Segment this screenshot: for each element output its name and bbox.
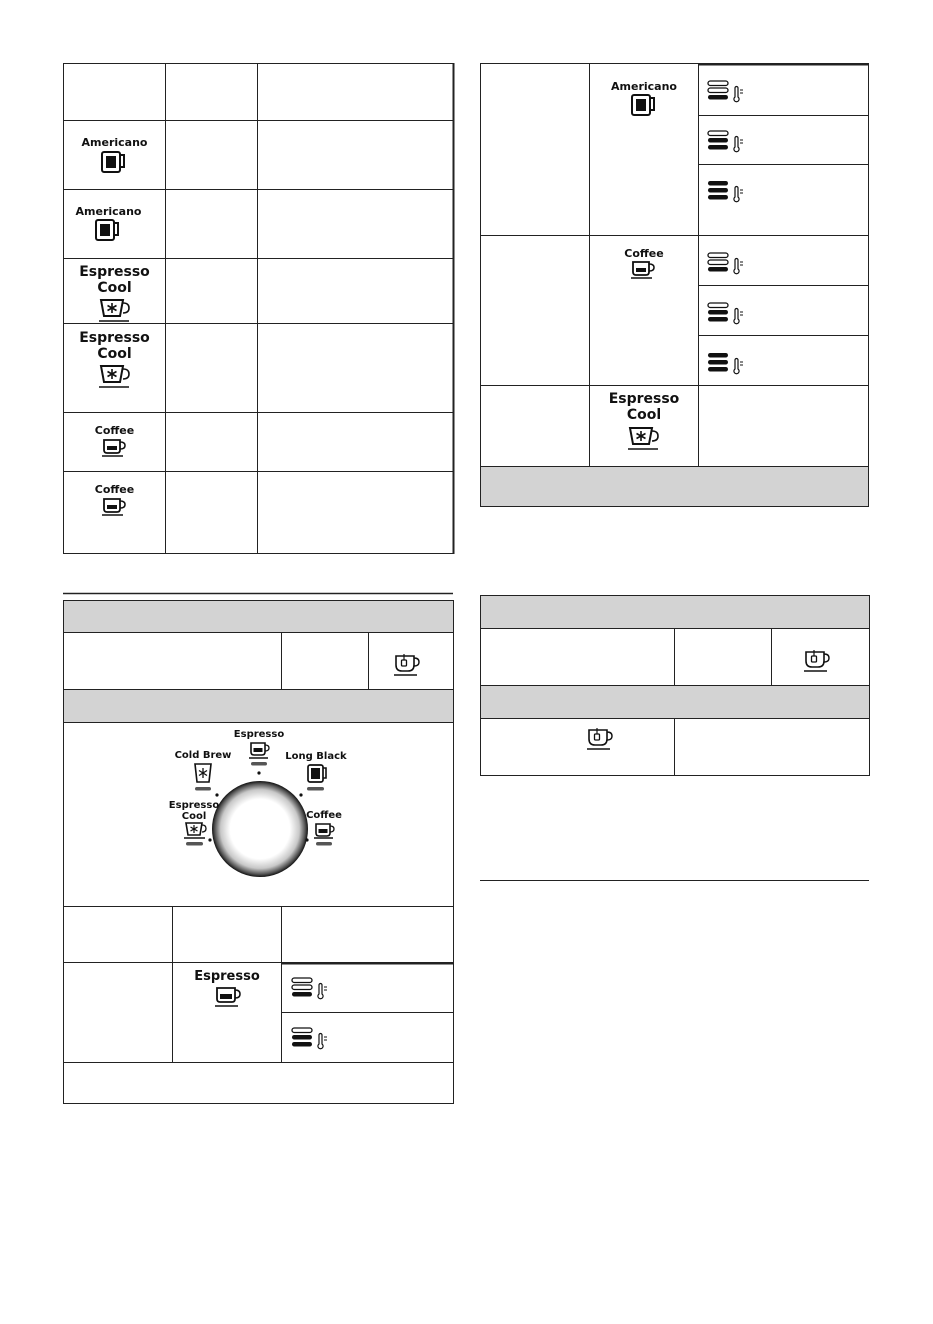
espresso-label: Espresso [194,969,260,984]
espresso-cool-label-line2: Cool [97,280,132,296]
tea-cup-icon [804,650,834,674]
espresso-cool-label-line1: Espresso [79,330,150,346]
tea-cup-icon [587,728,617,752]
espresso-cool-label-line2: Cool [626,407,662,423]
coffee-label: Coffee [306,810,342,821]
americano-label: Americano [611,80,677,93]
long-black-label: Long Black [285,751,347,762]
cold-brew-label: Cold Brew [174,750,232,761]
americano-label: Americano [81,136,148,149]
coffee-label: Coffee [94,483,135,496]
espresso-cool-label-line1: Espresso [168,800,220,811]
americano-label: Americano [75,205,142,218]
coffee-label: Coffee [94,424,135,437]
espresso-cool-label-line1: Espresso [79,264,150,280]
espresso-cool-label-line2: Cool [97,346,132,362]
espresso-cool-label-line2: Cool [181,811,207,822]
espresso-cool-label-line1: Espresso [608,391,680,407]
coffee-label: Coffee [624,247,664,260]
espresso-label: Espresso [233,729,285,740]
